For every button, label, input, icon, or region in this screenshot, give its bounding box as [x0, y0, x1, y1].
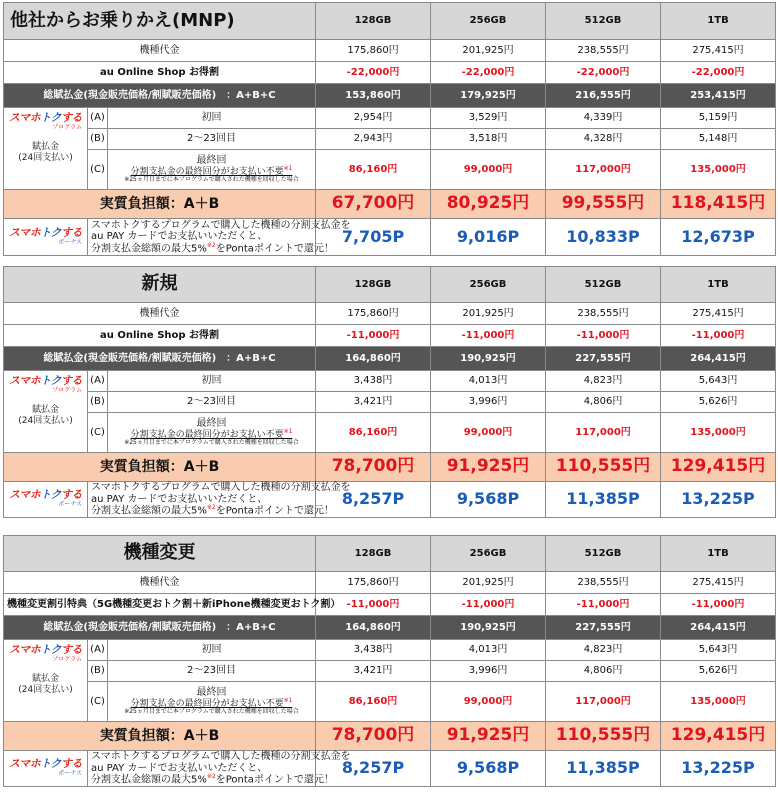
price-cell: 238,555円 — [546, 303, 661, 325]
effective-cost-row — [4, 722, 776, 751]
final-cell: 86,160円 — [316, 682, 431, 722]
capacity-header: 1TB — [661, 536, 776, 572]
installment-caption: 賦払金 (24回支払い) — [18, 674, 73, 696]
price-cell: 275,415円 — [661, 40, 776, 62]
capacity-header: 512GB — [546, 536, 661, 572]
points-cell: 9,568P — [431, 751, 546, 787]
price-cell: 4,013円 — [431, 640, 546, 661]
effective-cost-cell: 91,925円 — [431, 453, 546, 482]
price-cell: 5,626円 — [661, 392, 776, 413]
bonus-description: スマホトクするプログラムで購入した機種の分割支払金を au PAY カードでお支払いいただくと、 分割支払金総額の最大5%$^{※2}$をPontaポイントで還元！ — [88, 482, 316, 518]
row-label: 初回 — [108, 371, 316, 392]
installment-first-row — [4, 108, 776, 129]
discount-cell: -22,000円 — [546, 62, 661, 84]
points-cell: 12,673P — [661, 219, 776, 256]
final-cell: 99,000円 — [431, 682, 546, 722]
price-cell: 2,943円 — [316, 129, 431, 150]
bonus-points-row — [4, 219, 776, 256]
program-logo-cell — [4, 371, 88, 453]
price-cell: 238,555円 — [546, 572, 661, 594]
row-label: 実質負担額：A＋B — [4, 722, 316, 751]
installment-mid-row — [4, 392, 776, 413]
effective-cost-cell: 129,415円 — [661, 453, 776, 482]
price-cell: 3,996円 — [431, 661, 546, 682]
header-row — [4, 536, 776, 572]
total-cell: 253,415円 — [661, 84, 776, 108]
row-label: au Online Shop お得割 — [4, 62, 316, 84]
discount-cell: -11,000円 — [661, 594, 776, 616]
row-label: 機種代金 — [4, 303, 316, 325]
effective-cost-cell: 118,415円 — [661, 190, 776, 219]
price-cell: 3,518円 — [431, 129, 546, 150]
total-cell: 190,925円 — [431, 347, 546, 371]
capacity-header: 128GB — [316, 267, 431, 303]
total-cell: 227,555円 — [546, 347, 661, 371]
discount-cell: -22,000円 — [316, 62, 431, 84]
effective-cost-cell: 78,700円 — [316, 453, 431, 482]
row-label: 総賦払金(現金販売価格/割賦販売価格) ：A+B+C — [4, 347, 316, 371]
price-cell: 201,925円 — [431, 572, 546, 594]
points-cell: 10,833P — [546, 219, 661, 256]
header-row — [4, 267, 776, 303]
installment-caption: 賦払金 (24回支払い) — [18, 405, 73, 427]
final-cell: 99,000円 — [431, 150, 546, 190]
discount-cell: -11,000円 — [546, 325, 661, 347]
price-cell: 238,555円 — [546, 40, 661, 62]
bonus-points-row — [4, 482, 776, 518]
total-cell: 227,555円 — [546, 616, 661, 640]
program-logo: スマホトクする プログラム — [8, 111, 83, 131]
capacity-header: 512GB — [546, 3, 661, 40]
program-logo: スマホトクする プログラム — [8, 374, 83, 394]
row-label: 機種代金 — [4, 40, 316, 62]
row-label: 初回 — [108, 640, 316, 661]
price-cell: 2,954円 — [316, 108, 431, 129]
price-cell: 4,339円 — [546, 108, 661, 129]
row-label: 機種変更割引特典（5G機種変更おトク割＋新iPhone機種変更おトク割） — [4, 594, 316, 616]
final-cell: 86,160円 — [316, 413, 431, 453]
row-label: 2～23回目 — [108, 661, 316, 682]
installment-caption: 賦払金 (24回支払い) — [18, 142, 73, 164]
total-row — [4, 616, 776, 640]
points-cell: 9,568P — [431, 482, 546, 518]
row-label: 総賦払金(現金販売価格/割賦販売価格) ：A+B+C — [4, 616, 316, 640]
device-price-row — [4, 303, 776, 325]
price-cell: 275,415円 — [661, 572, 776, 594]
effective-cost-cell: 78,700円 — [316, 722, 431, 751]
total-cell: 190,925円 — [431, 616, 546, 640]
final-cell: 86,160円 — [316, 150, 431, 190]
effective-cost-cell: 91,925円 — [431, 722, 546, 751]
section-title: 他社からお乗りかえ(MNP) — [4, 3, 316, 40]
discount-row — [4, 325, 776, 347]
price-cell: 4,823円 — [546, 640, 661, 661]
price-cell: 3,996円 — [431, 392, 546, 413]
effective-cost-cell: 99,555円 — [546, 190, 661, 219]
device-price-row — [4, 572, 776, 594]
total-cell: 179,925円 — [431, 84, 546, 108]
final-payment-label: 最終回 分割支払金の最終回分がお支払い不要$^{※1}$ ※25ヵ月目までに本プログラムで購入された機種を回収した場合 — [108, 150, 316, 190]
bonus-logo: スマホトクする ポーナス — [4, 751, 88, 787]
header-row — [4, 3, 776, 40]
row-label: 実質負担額：A＋B — [4, 190, 316, 219]
points-cell: 11,385P — [546, 751, 661, 787]
bonus-description: スマホトクするプログラムで購入した機種の分割支払金を au PAY カードでお支払いいただくと、 分割支払金総額の最大5%$^{※2}$をPontaポイントで還元！ — [88, 751, 316, 787]
effective-cost-cell: 67,700円 — [316, 190, 431, 219]
bonus-description: スマホトクするプログラムで購入した機種の分割支払金を au PAY カードでお支払いいただくと、 分割支払金総額の最大5%$^{※2}$をPontaポイントで還元！ — [88, 219, 316, 256]
program-logo: スマホトクする プログラム — [8, 643, 83, 663]
row-key: (C) — [88, 413, 108, 453]
total-cell: 216,555円 — [546, 84, 661, 108]
price-cell: 5,643円 — [661, 371, 776, 392]
total-cell: 164,860円 — [316, 347, 431, 371]
program-logo-cell — [4, 108, 88, 190]
discount-cell: -11,000円 — [546, 594, 661, 616]
points-cell: 8,257P — [316, 482, 431, 518]
final-cell: 117,000円 — [546, 150, 661, 190]
points-cell: 13,225P — [661, 482, 776, 518]
total-cell: 164,860円 — [316, 616, 431, 640]
row-key: (C) — [88, 682, 108, 722]
price-cell: 3,438円 — [316, 640, 431, 661]
capacity-header: 1TB — [661, 267, 776, 303]
price-cell: 5,159円 — [661, 108, 776, 129]
price-cell: 5,643円 — [661, 640, 776, 661]
price-cell: 275,415円 — [661, 303, 776, 325]
row-label: 機種代金 — [4, 572, 316, 594]
price-cell: 201,925円 — [431, 40, 546, 62]
installment-first-row — [4, 640, 776, 661]
price-cell: 4,328円 — [546, 129, 661, 150]
installment-final-row — [4, 413, 776, 453]
capacity-header: 256GB — [431, 3, 546, 40]
price-cell: 4,823円 — [546, 371, 661, 392]
price-cell: 4,013円 — [431, 371, 546, 392]
points-cell: 7,705P — [316, 219, 431, 256]
price-cell: 4,806円 — [546, 661, 661, 682]
row-label: 2～23回目 — [108, 129, 316, 150]
row-key: (B) — [88, 392, 108, 413]
total-row — [4, 347, 776, 371]
points-cell: 13,225P — [661, 751, 776, 787]
capacity-header: 1TB — [661, 3, 776, 40]
section-title: 機種変更 — [4, 536, 316, 572]
points-cell: 8,257P — [316, 751, 431, 787]
final-cell: 99,000円 — [431, 413, 546, 453]
row-key: (B) — [88, 129, 108, 150]
bonus-logo: スマホトクする ポーナス — [4, 482, 88, 518]
price-cell: 5,148円 — [661, 129, 776, 150]
total-row — [4, 84, 776, 108]
price-table-new — [3, 266, 776, 518]
total-cell: 264,415円 — [661, 347, 776, 371]
capacity-header: 512GB — [546, 267, 661, 303]
effective-cost-row — [4, 190, 776, 219]
device-price-row — [4, 40, 776, 62]
installment-final-row — [4, 150, 776, 190]
row-label: 総賦払金(現金販売価格/割賦販売価格) ：A+B+C — [4, 84, 316, 108]
discount-row — [4, 62, 776, 84]
price-cell: 201,925円 — [431, 303, 546, 325]
price-cell: 175,860円 — [316, 572, 431, 594]
row-key: (A) — [88, 371, 108, 392]
installment-mid-row — [4, 661, 776, 682]
final-cell: 117,000円 — [546, 413, 661, 453]
total-cell: 264,415円 — [661, 616, 776, 640]
discount-cell: -11,000円 — [316, 594, 431, 616]
final-cell: 135,000円 — [661, 150, 776, 190]
effective-cost-cell: 110,555円 — [546, 722, 661, 751]
discount-row — [4, 594, 776, 616]
price-cell: 3,421円 — [316, 392, 431, 413]
installment-mid-row — [4, 129, 776, 150]
row-label: 初回 — [108, 108, 316, 129]
final-cell: 117,000円 — [546, 682, 661, 722]
program-logo-cell — [4, 640, 88, 722]
capacity-header: 256GB — [431, 536, 546, 572]
price-cell: 3,421円 — [316, 661, 431, 682]
installment-final-row — [4, 682, 776, 722]
section-title: 新規 — [4, 267, 316, 303]
points-cell: 9,016P — [431, 219, 546, 256]
row-key: (A) — [88, 108, 108, 129]
row-label: 2～23回目 — [108, 392, 316, 413]
price-table-upgrade — [3, 535, 776, 787]
capacity-header: 128GB — [316, 3, 431, 40]
row-key: (A) — [88, 640, 108, 661]
final-cell: 135,000円 — [661, 413, 776, 453]
row-key: (C) — [88, 150, 108, 190]
final-cell: 135,000円 — [661, 682, 776, 722]
discount-cell: -22,000円 — [661, 62, 776, 84]
final-payment-label: 最終回 分割支払金の最終回分がお支払い不要$^{※1}$ ※25ヵ月目までに本プログラムで購入された機種を回収した場合 — [108, 413, 316, 453]
effective-cost-row — [4, 453, 776, 482]
effective-cost-cell: 110,555円 — [546, 453, 661, 482]
price-cell: 175,860円 — [316, 303, 431, 325]
price-table-mnp — [3, 2, 776, 256]
effective-cost-cell: 80,925円 — [431, 190, 546, 219]
installment-first-row — [4, 371, 776, 392]
price-cell: 3,529円 — [431, 108, 546, 129]
points-cell: 11,385P — [546, 482, 661, 518]
discount-cell: -11,000円 — [431, 325, 546, 347]
row-label: 実質負担額：A＋B — [4, 453, 316, 482]
effective-cost-cell: 129,415円 — [661, 722, 776, 751]
price-cell: 3,438円 — [316, 371, 431, 392]
discount-cell: -11,000円 — [661, 325, 776, 347]
final-payment-label: 最終回 分割支払金の最終回分がお支払い不要$^{※1}$ ※25ヵ月目までに本プログラムで購入された機種を回収した場合 — [108, 682, 316, 722]
bonus-logo: スマホトクする ポーナス — [4, 219, 88, 256]
discount-cell: -11,000円 — [316, 325, 431, 347]
row-label: au Online Shop お得割 — [4, 325, 316, 347]
price-cell: 5,626円 — [661, 661, 776, 682]
total-cell: 153,860円 — [316, 84, 431, 108]
price-cell: 4,806円 — [546, 392, 661, 413]
discount-cell: -22,000円 — [431, 62, 546, 84]
bonus-points-row — [4, 751, 776, 787]
price-cell: 175,860円 — [316, 40, 431, 62]
row-key: (B) — [88, 661, 108, 682]
discount-cell: -11,000円 — [431, 594, 546, 616]
capacity-header: 256GB — [431, 267, 546, 303]
capacity-header: 128GB — [316, 536, 431, 572]
